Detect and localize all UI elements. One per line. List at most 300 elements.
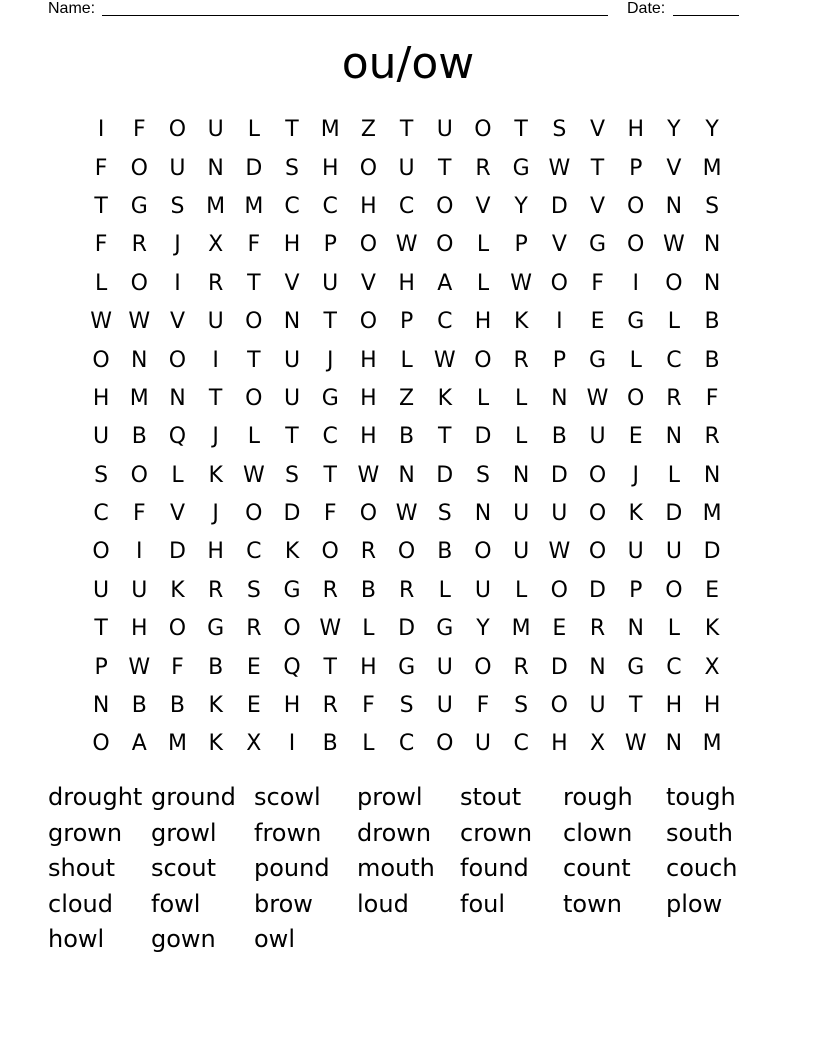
grid-letter[interactable]: O — [245, 501, 263, 527]
grid-letter[interactable]: I — [136, 539, 143, 565]
grid-letter[interactable]: S — [514, 693, 529, 719]
grid-letter[interactable]: E — [246, 654, 261, 680]
grid-letter[interactable]: L — [629, 347, 642, 373]
grid-letter[interactable]: Z — [399, 385, 415, 411]
grid-letter[interactable]: A — [437, 270, 453, 296]
grid-letter[interactable]: R — [704, 424, 720, 450]
grid-letter[interactable]: W — [395, 501, 418, 527]
grid-letter[interactable]: X — [208, 232, 224, 258]
grid-letter[interactable]: N — [703, 232, 721, 258]
grid-letter[interactable]: N — [665, 193, 683, 219]
grid-letter[interactable]: G — [589, 347, 607, 373]
grid-letter[interactable]: F — [362, 693, 375, 719]
grid-letter[interactable]: P — [629, 155, 643, 181]
grid-letter[interactable]: N — [703, 462, 721, 488]
grid-letter[interactable]: R — [208, 270, 224, 296]
grid-letter[interactable]: O — [359, 232, 378, 258]
grid-letter[interactable]: N — [169, 385, 186, 411]
grid-letter[interactable]: L — [515, 577, 528, 603]
grid-letter[interactable]: H — [360, 193, 377, 219]
grid-letter[interactable]: M — [511, 616, 531, 642]
grid-letter[interactable]: H — [283, 232, 301, 258]
grid-letter[interactable]: I — [174, 270, 181, 296]
grid-letter[interactable]: U — [207, 117, 224, 143]
grid-letter[interactable]: K — [628, 501, 643, 527]
grid-letter[interactable]: G — [589, 232, 607, 258]
grid-letter[interactable]: T — [94, 616, 108, 642]
grid-letter[interactable]: U — [207, 309, 224, 335]
grid-letter[interactable]: F — [247, 232, 261, 258]
grid-letter[interactable]: W — [548, 539, 571, 565]
grid-letter[interactable]: J — [632, 462, 639, 488]
grid-letter[interactable]: O — [130, 270, 148, 296]
grid-letter[interactable]: S — [437, 501, 452, 527]
grid-letter[interactable]: I — [288, 731, 296, 757]
grid-letter[interactable]: S — [399, 693, 414, 719]
grid-letter[interactable]: S — [475, 462, 490, 488]
grid-letter[interactable]: O — [359, 501, 378, 527]
grid-letter[interactable]: U — [513, 539, 530, 565]
grid-letter[interactable]: P — [399, 309, 414, 335]
grid-letter[interactable]: K — [513, 309, 529, 335]
grid-letter[interactable]: U — [474, 577, 492, 603]
grid-letter[interactable]: G — [283, 577, 301, 603]
grid-letter[interactable]: M — [702, 155, 722, 181]
grid-letter[interactable]: F — [705, 385, 719, 411]
grid-letter[interactable]: W — [548, 155, 571, 181]
grid-letter[interactable]: R — [666, 385, 682, 411]
grid-letter[interactable]: O — [245, 309, 263, 335]
grid-letter[interactable]: V — [169, 501, 185, 527]
grid-letter[interactable]: F — [132, 501, 146, 527]
grid-letter[interactable]: T — [94, 193, 108, 219]
grid-letter[interactable]: B — [131, 693, 147, 719]
grid-letter[interactable]: D — [398, 616, 416, 642]
grid-letter[interactable]: R — [589, 616, 606, 642]
grid-letter[interactable]: A — [131, 731, 147, 757]
grid-letter[interactable]: U — [513, 501, 530, 527]
grid-letter[interactable]: B — [704, 347, 720, 373]
word-bank-item: scowl — [254, 783, 321, 811]
grid-letter[interactable]: B — [322, 731, 338, 757]
grid-letter[interactable]: T — [323, 654, 337, 680]
grid-letter[interactable]: X — [246, 731, 262, 757]
grid-letter[interactable]: O — [550, 693, 568, 719]
grid-letter[interactable]: L — [94, 270, 108, 296]
grid-letter[interactable]: T — [323, 309, 337, 335]
grid-letter[interactable]: U — [474, 731, 492, 757]
grid-letter[interactable]: L — [247, 424, 260, 450]
grid-letter[interactable]: R — [208, 577, 224, 603]
grid-letter[interactable]: G — [207, 616, 225, 642]
grid-letter[interactable]: D — [703, 539, 721, 565]
grid-letter[interactable]: O — [321, 539, 339, 565]
grid-letter[interactable]: W — [395, 232, 418, 258]
grid-letter[interactable]: K — [208, 462, 223, 488]
grid-letter[interactable]: D — [589, 577, 606, 603]
grid-letter[interactable]: V — [551, 232, 567, 258]
grid-letter[interactable]: M — [320, 117, 340, 143]
grid-letter[interactable]: B — [131, 424, 147, 450]
grid-letter[interactable]: L — [667, 462, 681, 488]
grid-letter[interactable]: W — [624, 731, 647, 757]
grid-letter[interactable]: P — [323, 232, 337, 258]
grid-letter[interactable]: O — [92, 731, 110, 757]
grid-letter[interactable]: D — [665, 501, 683, 527]
grid-letter[interactable]: W — [242, 462, 265, 488]
grid-letter[interactable]: C — [666, 654, 682, 680]
grid-letter[interactable]: O — [283, 616, 301, 642]
grid-letter[interactable]: N — [283, 309, 301, 335]
grid-letter[interactable]: N — [512, 462, 530, 488]
grid-letter[interactable]: Y — [514, 193, 528, 219]
grid-letter[interactable]: L — [667, 616, 681, 642]
grid-letter[interactable]: O — [130, 462, 148, 488]
grid-letter[interactable]: R — [246, 616, 262, 642]
grid-letter[interactable]: Y — [705, 117, 719, 143]
grid-letter[interactable]: S — [552, 117, 567, 143]
grid-letter[interactable]: K — [208, 693, 223, 719]
grid-letter[interactable]: T — [590, 155, 605, 181]
grid-letter[interactable]: R — [131, 232, 147, 258]
grid-letter[interactable]: J — [212, 501, 219, 527]
grid-letter[interactable]: U — [283, 347, 301, 373]
grid-letter[interactable]: N — [627, 616, 644, 642]
word-bank-item: prowl — [357, 783, 423, 811]
grid-letter[interactable]: E — [246, 693, 261, 719]
grid-letter[interactable]: E — [590, 309, 605, 335]
name-field[interactable] — [102, 0, 608, 16]
grid-letter[interactable]: U — [436, 117, 453, 143]
grid-letter[interactable]: V — [590, 193, 606, 219]
grid-letter[interactable]: T — [208, 385, 223, 411]
grid-letter[interactable]: O — [245, 385, 263, 411]
grid-letter[interactable]: U — [169, 155, 186, 181]
grid-letter[interactable]: L — [362, 731, 375, 757]
grid-letter[interactable]: L — [400, 347, 413, 373]
grid-letter[interactable]: O — [588, 462, 607, 488]
word-bank-item: south — [666, 818, 734, 847]
grid-letter[interactable]: M — [129, 385, 149, 411]
grid-letter[interactable]: E — [552, 616, 567, 642]
grid-letter[interactable]: C — [666, 347, 682, 373]
grid-letter[interactable]: M — [206, 193, 226, 219]
grid-letter[interactable]: N — [92, 693, 110, 719]
grid-letter[interactable]: E — [705, 577, 720, 603]
grid-letter[interactable]: O — [474, 539, 492, 565]
grid-letter[interactable]: O — [168, 117, 187, 143]
grid-letter[interactable]: S — [246, 577, 261, 603]
grid-letter[interactable]: N — [131, 347, 148, 373]
grid-letter[interactable]: O — [436, 232, 454, 258]
grid-letter[interactable]: J — [326, 347, 334, 373]
grid-letter[interactable]: Y — [476, 616, 490, 642]
grid-letter[interactable]: D — [436, 462, 454, 488]
grid-letter[interactable]: B — [208, 654, 224, 680]
grid-letter[interactable]: M — [702, 731, 722, 757]
grid-letter[interactable]: T — [438, 155, 452, 181]
grid-letter[interactable]: O — [436, 193, 454, 219]
grid-letter[interactable]: I — [632, 270, 639, 296]
grid-letter[interactable]: U — [551, 501, 568, 527]
grid-letter[interactable]: V — [475, 193, 491, 219]
grid-letter[interactable]: O — [359, 309, 378, 335]
grid-letter[interactable]: O — [665, 270, 683, 296]
grid-letter[interactable]: S — [705, 193, 720, 219]
grid-letter[interactable]: O — [550, 270, 568, 296]
grid-letter[interactable]: X — [589, 731, 606, 757]
grid-letter[interactable]: R — [322, 577, 338, 603]
grid-letter[interactable]: G — [627, 309, 645, 335]
grid-letter[interactable]: N — [474, 501, 492, 527]
grid-letter[interactable]: W — [90, 309, 112, 335]
grid-letter[interactable]: T — [285, 117, 299, 143]
grid-letter[interactable]: U — [322, 270, 339, 296]
grid-letter[interactable]: R — [322, 693, 338, 719]
grid-letter[interactable]: F — [94, 155, 108, 181]
grid-letter[interactable]: U — [131, 577, 148, 603]
grid-letter[interactable]: K — [437, 385, 452, 411]
grid-letter[interactable]: B — [360, 577, 376, 603]
grid-row — [82, 418, 732, 456]
grid-letter[interactable]: S — [285, 155, 300, 181]
grid-letter[interactable]: D — [168, 539, 186, 565]
grid-letter[interactable]: C — [322, 424, 338, 450]
grid-letter[interactable]: R — [475, 155, 491, 181]
grid-letter[interactable]: C — [284, 193, 300, 219]
grid-letter[interactable]: H — [207, 539, 224, 565]
grid-letter[interactable]: K — [170, 577, 185, 603]
grid-letter[interactable]: U — [436, 693, 453, 719]
grid-letter[interactable]: L — [171, 462, 184, 488]
grid-letter[interactable]: L — [476, 232, 490, 258]
grid-letter[interactable]: O — [474, 347, 492, 373]
grid-letter[interactable]: O — [588, 539, 607, 565]
grid-letter[interactable]: W — [510, 270, 533, 296]
grid-letter[interactable]: P — [514, 232, 528, 258]
grid-letter[interactable]: O — [474, 117, 492, 143]
grid-letter[interactable]: Q — [283, 654, 301, 680]
grid-letter[interactable]: O — [168, 347, 187, 373]
grid-letter[interactable]: B — [169, 693, 186, 719]
grid-letter[interactable]: E — [628, 424, 643, 450]
grid-letter[interactable]: L — [438, 577, 451, 603]
word-bank-item: drown — [357, 818, 432, 847]
grid-letter[interactable]: F — [171, 654, 184, 680]
grid-letter[interactable]: N — [551, 385, 568, 411]
grid-letter[interactable]: T — [628, 693, 643, 719]
grid-letter[interactable]: O — [627, 232, 645, 258]
grid-letter[interactable]: H — [398, 270, 415, 296]
grid-letter[interactable]: H — [627, 117, 644, 143]
grid-letter[interactable]: U — [627, 539, 644, 565]
grid-letter[interactable]: N — [665, 424, 683, 450]
grid-letter[interactable]: O — [665, 577, 683, 603]
grid-letter[interactable]: W — [128, 654, 151, 680]
grid-letter[interactable]: T — [247, 347, 261, 373]
grid-letter[interactable]: I — [212, 347, 219, 373]
grid-letter[interactable]: O — [130, 155, 148, 181]
grid-letter[interactable]: O — [627, 193, 645, 219]
grid-letter[interactable]: Q — [168, 424, 187, 450]
grid-letter[interactable]: R — [360, 539, 377, 565]
grid-letter[interactable]: O — [627, 385, 645, 411]
grid-letter[interactable]: O — [474, 654, 492, 680]
grid-letter[interactable]: K — [208, 731, 223, 757]
grid-letter[interactable]: G — [627, 654, 645, 680]
grid-letter[interactable]: H — [474, 309, 492, 335]
grid-letter[interactable]: N — [665, 731, 683, 757]
grid-letter[interactable]: T — [323, 462, 337, 488]
header-line — [48, 0, 748, 20]
grid-letter[interactable]: O — [92, 539, 110, 565]
grid-letter[interactable]: C — [398, 731, 415, 757]
grid-letter[interactable]: F — [94, 232, 108, 258]
grid-letter[interactable]: W — [586, 385, 609, 411]
grid-letter[interactable]: N — [207, 155, 224, 181]
grid-letter[interactable]: H — [360, 347, 377, 373]
grid-letter[interactable]: D — [474, 424, 492, 450]
grid-row — [82, 687, 732, 725]
grid-letter[interactable]: S — [285, 462, 300, 488]
grid-letter[interactable]: D — [245, 155, 263, 181]
grid-row — [82, 610, 732, 648]
grid-letter[interactable]: D — [283, 501, 301, 527]
grid-letter[interactable]: H — [360, 424, 377, 450]
grid-letter[interactable]: L — [515, 385, 528, 411]
grid-letter[interactable]: F — [132, 117, 146, 143]
grid-letter[interactable]: R — [398, 577, 415, 603]
grid-letter[interactable]: L — [667, 309, 681, 335]
grid-letter[interactable]: M — [167, 731, 187, 757]
grid-letter[interactable]: H — [551, 731, 568, 757]
grid-letter[interactable]: C — [513, 731, 529, 757]
grid-letter[interactable]: U — [398, 155, 415, 181]
grid-letter[interactable]: V — [360, 270, 376, 296]
grid-letter[interactable]: I — [556, 309, 563, 335]
grid-letter[interactable]: G — [398, 654, 416, 680]
grid-letter[interactable]: L — [362, 616, 375, 642]
grid-letter[interactable]: L — [247, 117, 260, 143]
grid-letter[interactable]: H — [321, 155, 339, 181]
grid-letter[interactable]: O — [397, 539, 416, 565]
grid-letter[interactable]: O — [359, 155, 378, 181]
grid-letter[interactable]: O — [168, 616, 187, 642]
grid-letter[interactable]: D — [550, 193, 568, 219]
grid-letter[interactable]: B — [399, 424, 415, 450]
grid-letter[interactable]: H — [283, 693, 301, 719]
grid-letter[interactable]: H — [360, 385, 377, 411]
grid-letter[interactable]: W — [433, 347, 456, 373]
grid-letter[interactable]: H — [665, 693, 683, 719]
grid-letter[interactable]: V — [284, 270, 300, 296]
grid-letter[interactable]: M — [702, 501, 722, 527]
grid-letter[interactable]: G — [321, 385, 339, 411]
grid-letter[interactable]: D — [550, 654, 568, 680]
grid-letter[interactable]: O — [436, 731, 454, 757]
grid-letter[interactable]: H — [360, 654, 377, 680]
grid-letter[interactable]: R — [513, 347, 529, 373]
grid-letter[interactable]: J — [174, 232, 181, 258]
grid-letter[interactable]: G — [436, 616, 454, 642]
grid-letter[interactable]: T — [514, 117, 528, 143]
grid-letter[interactable]: F — [476, 693, 490, 719]
grid-letter[interactable]: W — [128, 309, 151, 335]
grid-letter[interactable]: L — [515, 424, 528, 450]
grid-letter[interactable]: T — [438, 424, 452, 450]
grid-letter[interactable]: C — [246, 539, 262, 565]
grid-letter[interactable]: S — [94, 462, 109, 488]
grid-letter[interactable]: B — [704, 309, 720, 335]
grid-letter[interactable]: V — [169, 309, 185, 335]
grid-letter[interactable]: R — [513, 654, 529, 680]
grid-letter[interactable]: V — [590, 117, 606, 143]
date-field[interactable] — [673, 0, 739, 16]
grid-letter[interactable]: M — [244, 193, 264, 219]
grid-letter[interactable]: H — [703, 693, 721, 719]
grid-letter[interactable]: P — [552, 347, 566, 373]
grid-letter[interactable]: H — [131, 616, 148, 642]
grid-letter[interactable]: U — [589, 693, 606, 719]
grid-letter[interactable]: U — [93, 577, 110, 603]
grid-letter[interactable]: C — [437, 309, 453, 335]
grid-row — [82, 341, 732, 379]
grid-letter[interactable]: O — [92, 347, 110, 373]
grid-letter[interactable]: G — [130, 193, 148, 219]
grid-letter[interactable]: J — [212, 424, 219, 450]
grid-letter[interactable]: C — [93, 501, 109, 527]
grid-letter[interactable]: T — [285, 424, 299, 450]
grid-letter[interactable]: V — [666, 155, 682, 181]
grid-letter[interactable]: P — [629, 577, 643, 603]
grid-letter[interactable]: O — [588, 501, 607, 527]
grid-letter[interactable]: U — [283, 385, 301, 411]
grid-letter[interactable]: N — [589, 654, 606, 680]
grid-letter[interactable]: S — [170, 193, 185, 219]
grid-letter[interactable]: O — [550, 577, 568, 603]
grid-letter[interactable]: Z — [360, 117, 376, 143]
grid-letter[interactable]: I — [97, 117, 105, 143]
grid-letter[interactable]: L — [476, 385, 490, 411]
grid-letter[interactable]: C — [322, 193, 338, 219]
grid-letter[interactable]: L — [476, 270, 490, 296]
grid-letter[interactable]: N — [703, 270, 721, 296]
grid-letter[interactable]: D — [550, 462, 568, 488]
grid-letter[interactable]: K — [284, 539, 300, 565]
grid-letter[interactable]: W — [357, 462, 380, 488]
grid-letter[interactable]: T — [247, 270, 261, 296]
grid-letter[interactable]: U — [589, 424, 606, 450]
grid-letter[interactable]: Y — [667, 117, 681, 143]
grid-letter[interactable]: F — [591, 270, 604, 296]
grid-letter[interactable]: P — [94, 654, 108, 680]
grid-letter[interactable]: T — [399, 117, 414, 143]
grid-letter[interactable]: C — [398, 193, 415, 219]
grid-letter[interactable]: U — [436, 654, 453, 680]
grid-letter[interactable]: N — [398, 462, 415, 488]
grid-letter[interactable]: B — [551, 424, 567, 450]
grid-letter[interactable]: W — [319, 616, 342, 642]
grid-letter[interactable]: U — [665, 539, 682, 565]
grid-letter[interactable]: U — [93, 424, 110, 450]
grid-letter[interactable]: W — [663, 232, 685, 258]
grid-letter[interactable]: B — [437, 539, 453, 565]
grid-letter[interactable]: X — [704, 654, 720, 680]
grid-letter[interactable]: G — [512, 155, 530, 181]
grid-letter[interactable]: K — [704, 616, 720, 642]
grid-letter[interactable]: F — [323, 501, 337, 527]
grid-letter[interactable]: H — [92, 385, 110, 411]
